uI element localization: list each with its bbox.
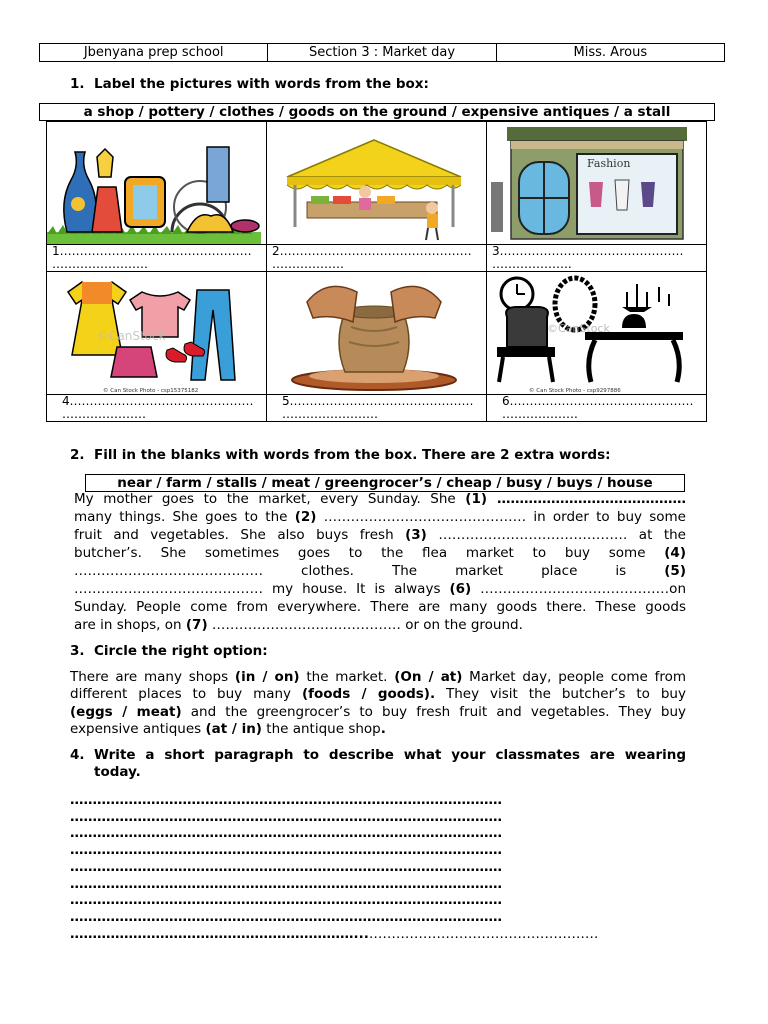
q2-line-2: many things. She goes to the (2) ……………………………………… in order to buy some	[74, 509, 686, 525]
writing-line[interactable]: ……………………………………………………………………………………	[70, 892, 502, 909]
picture-market-stall	[267, 122, 486, 244]
label-line-2b: ………………	[272, 257, 344, 271]
watermark-1: © Can Stock Photo - csp15375182	[103, 388, 199, 394]
label-cell-1[interactable]	[47, 245, 267, 272]
q3-paragraph	[70, 669, 686, 738]
label-cell-2[interactable]	[267, 245, 487, 272]
label-line-3b: ………………..	[492, 257, 572, 271]
q3-number: 3.	[70, 643, 85, 659]
writing-line[interactable]: ……………………………………………………………………………………	[70, 858, 502, 875]
q2-line-8: are in shops, on (7) …………………………………… or on the ground.	[74, 617, 523, 633]
label-line-5a: 5.………………………………………	[282, 394, 474, 408]
writing-line[interactable]: ……………………………………………………………………………………	[70, 875, 502, 892]
q1-instruction: Label the pictures with words from the box:	[94, 76, 429, 92]
label-line-2a: 2…………………………………………	[272, 244, 472, 258]
school-name: Jbenyana prep school	[83, 45, 224, 60]
q3-line-1: There are many shops (in / on) the market. (On / at) Market day, people come from	[70, 669, 686, 685]
q2-line-3: fruit and vegetables. She also buys fresh (3) …………………………………… at the	[74, 527, 686, 543]
picture-antiques	[487, 272, 706, 394]
q3-instruction: Circle the right option:	[94, 643, 268, 659]
label-line-1a: 1…………………………………………	[52, 244, 252, 258]
q2-line-6: …………………………………… my house. It is always (6) ……………………………………on	[74, 581, 687, 597]
writing-line[interactable]: ……………………………………………………………………………………	[70, 908, 502, 925]
option-eggs-meat[interactable]: (eggs / meat)	[70, 703, 182, 720]
label-line-1b: ……………………	[52, 257, 148, 271]
section-title: Section 3 : Market day	[267, 44, 495, 61]
q2-paragraph	[74, 490, 686, 634]
svg-text:©CanStock: ©CanStock	[97, 329, 166, 343]
q4-instruction: Write a short paragraph to describe what your classmates are wearing	[94, 747, 686, 763]
writing-line[interactable]: ……………………………………………………………………………………	[70, 825, 502, 842]
label-line-6a: 6.………………………………………	[502, 394, 694, 408]
q3-line-4: expensive antiques (at / in) the antique shop.	[70, 720, 386, 737]
q3-line-3: (eggs / meat) and the greengrocer’s to buy fresh fruit and vegetables. They buy	[70, 703, 686, 720]
label-cell-3[interactable]	[487, 245, 707, 272]
q4-number: 4.	[70, 747, 85, 763]
q1-number: 1.	[70, 76, 85, 92]
writing-line[interactable]: ……………………………………………………………………………………	[70, 842, 502, 859]
label-cell-5[interactable]	[267, 395, 487, 422]
q3-line-2: different places to buy many (foods / goods). They visit the butcher’s to buy	[70, 686, 686, 703]
q4-writing-area[interactable]	[70, 792, 686, 942]
label-line-6b: ……………….	[502, 407, 578, 421]
label-cell-4[interactable]	[47, 395, 267, 422]
option-foods-goods[interactable]: (foods / goods).	[301, 686, 436, 703]
svg-text:©CanStock: ©CanStock	[547, 322, 610, 335]
picture-clothes	[47, 272, 266, 394]
q4-heading	[70, 747, 686, 781]
picture-pottery	[267, 272, 486, 394]
q2-word-box: near / farm / stalls / meat / greengrocer’s / cheap / busy / buys / house	[85, 474, 685, 492]
q2-line-4: butcher’s. She sometimes goes to the flea market to buy some (4)	[74, 545, 686, 561]
label-line-4a: 4.………………………………………	[62, 394, 254, 408]
option-at-in[interactable]: (at / in)	[205, 720, 262, 737]
writing-line[interactable]: ……………………………………………………………………………………	[70, 792, 502, 808]
teacher-name: Miss. Arous	[496, 44, 724, 61]
label-line-3a: 3.………………………………………	[492, 244, 684, 258]
option-on-at[interactable]: (On / at)	[394, 669, 463, 685]
q2-number: 2.	[70, 447, 85, 463]
label-cell-6[interactable]	[487, 395, 707, 422]
q4-instruction-2: today.	[94, 764, 141, 780]
q3-heading	[70, 643, 268, 659]
picture-grid	[46, 121, 707, 422]
q2-heading	[70, 447, 611, 463]
svg-text:Fashion: Fashion	[587, 157, 631, 170]
q2-line-5: …………………………………… clothes. The market place is (5)	[74, 563, 686, 579]
picture-clothes-shop	[487, 122, 706, 244]
q1-heading	[70, 76, 429, 92]
label-line-4b: …………………	[62, 407, 146, 421]
writing-line[interactable]: ………………………………………………………...……………………………………………	[70, 925, 599, 942]
q1-word-box: a shop / pottery / clothes / goods on the ground / expensive antiques / a stall	[39, 103, 715, 121]
q2-line-7: Sunday. People come from everywhere. There are many goods there. These goods	[74, 599, 686, 615]
writing-line[interactable]: ……………………………………………………………………………………	[70, 808, 502, 825]
watermark-2: © Can Stock Photo - csp9297886	[529, 388, 621, 394]
picture-antiques-goods	[47, 122, 266, 244]
q2-line-1: My mother goes to the market, every Sunday. She (1) ……………………………………	[74, 491, 686, 507]
header-table	[39, 43, 725, 62]
option-in-on[interactable]: (in / on)	[234, 669, 300, 685]
q2-instruction: Fill in the blanks with words from the box. There are 2 extra words:	[94, 447, 611, 463]
label-line-5b: ……………………	[282, 407, 378, 421]
